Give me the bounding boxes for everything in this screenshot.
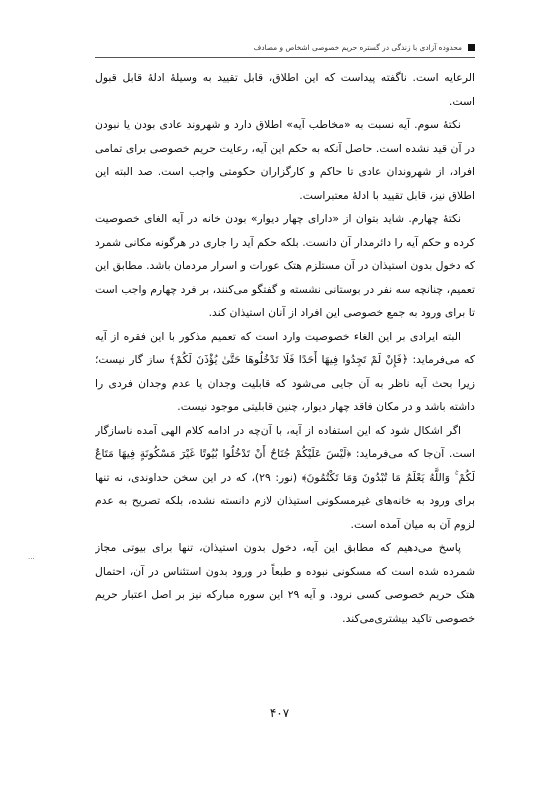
header-square-marker: [468, 44, 475, 51]
paragraph-note-4: نکتهٔ چهارم. شاید بتوان از «دارای چهار دیوار» بودن خانه در آیه الغای خصوصیت کرده و حکم آیه را دائرمدار آن دانست. بلکه حکم آید را جاری در هرگونه مکانی شمرد که دخول بدون استیذان در آن مستلزم هتک عورات و اسرار مردمان باشد. مطابق این تعمیم، چنانچه سه نفر در بوستانی نشسته و گفتگو می‌کنند، بر فرد چهارم واجب است تا برای ورود به جمع خصوصی این افراد از آنان استیذان کند.: [95, 212, 475, 319]
page-number: ۴۰۷: [269, 706, 290, 720]
paragraph-1: الرعایه است. ناگفته پیداست که این اطلاق، قابل تقیید به وسیلهٔ ادلهٔ قابل قبول است.: [95, 71, 475, 108]
paragraph-answer: پاسخ می‌دهیم که مطابق این آیه، دخول بدون استیذان، تنها برای بیوتی مجاز شمرده شده است که مسکونی نبوده و طبعاً در ورود بدون استئناس در آن، احتمال هتک حریم خصوصی کسی نرود. و آیه ۲۹ این سوره مبارکه نیز بر اصل اعتبار حریم خصوصی تاکید بیشتری‌می‌کند.: [95, 541, 475, 625]
running-header: [95, 40, 475, 54]
running-title: محدوده آزادی با زندگی در گستره حریم خصوصی اشخاص و مصادف: [253, 42, 462, 52]
margin-mark: ...: [28, 553, 35, 561]
paragraph-objection: البته ایرادی بر این الغاء خصوصیت وارد است که تعمیم مذکور با این فقره از آیه که می‌فرماید: ﴿فَإِنْ لَمْ تَجِدُوا فِيهَا أَحَدًا فَلَا تَدْخُلُوهَا حَتَّىٰ يُؤْذَنَ لَكُمْ﴾ ساز گار نیست؛ زیرا بحث آیه ناظر به آن جایی می‌شود که قابلیت وجدان یا عدم وجدان فردی را داشته باشد و در مکان فاقد چهار دیوار، چنین قابلیتی موجود نیست.: [95, 329, 475, 413]
body-text: [95, 66, 475, 662]
paragraph-counter: اگر اشکال شود که این استفاده از آیه، با آن‌چه در ادامه کلام الهی آمده ناسازگار است. آن‌جا که می‌فرماید: ﴿لَيْسَ عَلَيْكُمْ جُنَاحٌ أَنْ تَدْخُلُوا بُيُوتًا غَيْرَ مَسْكُونَةٍ فِيهَا مَتَاعٌ لَكُمْ ۚ وَاللَّهُ يَعْلَمُ مَا تُبْدُونَ وَمَا تَكْتُمُونَ﴾ (نور: ۲۹)، که در این سخن حداوندی، نه تنها برای ورود به خانه‌های غیرمسکونی استیذان لازم دانسته نشده، بلکه تصریح به عدم لزوم آن به میان آمده است.: [95, 423, 475, 531]
paragraph-note-3: نکتهٔ سوم. آیه نسبت به «مخاطب آیه» اطلاق دارد و شهروند عادی بودن یا نبودن در آن قید نشده است. حاصل آنکه به حکم این آیه، رعایت حریم خصوصی برای تمامی افراد، از شهروندان عادی تا حاکم و کارگزاران حکومتی واجب است. صد البته این اطلاق نیز، قابل تقیید با ادلهٔ معتبراست.: [95, 118, 475, 202]
header-divider: [95, 57, 475, 58]
